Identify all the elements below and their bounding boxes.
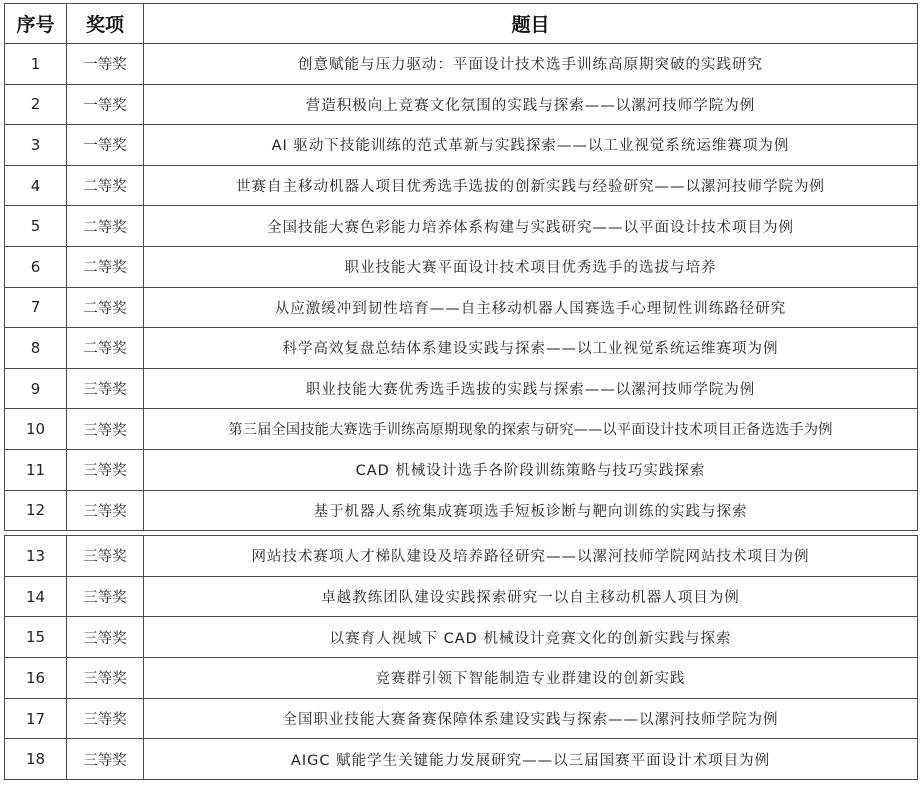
table-row [5,739,918,780]
row-title: 职业技能大赛优秀选手选拔的实践与探索——以漯河技师学院为例 [144,368,918,409]
row-index: 1 [5,44,67,85]
table-row [5,125,918,166]
row-index: 4 [5,165,67,206]
row-title: 职业技能大赛平面设计技术项目优秀选手的选拔与培养 [144,246,918,287]
header-row [5,4,918,44]
row-index: 13 [5,536,67,577]
row-title: CAD 机械设计选手各阶段训练策略与技巧实践探索 [144,449,918,490]
row-index: 15 [5,617,67,658]
row-index: 7 [5,287,67,328]
row-award: 二等奖 [67,165,144,206]
row-award: 三等奖 [67,449,144,490]
row-index: 14 [5,576,67,617]
row-title: 创意赋能与压力驱动：平面设计技术选手训练高原期突破的实践研究 [144,44,918,85]
row-index: 10 [5,409,67,450]
table-row [5,165,918,206]
table-row [5,536,918,577]
awards-table-page-1 [4,3,918,531]
row-index: 3 [5,125,67,166]
row-index: 8 [5,328,67,369]
row-index: 5 [5,206,67,247]
header-title: 题目 [144,4,918,44]
row-award: 一等奖 [67,44,144,85]
table-row [5,328,918,369]
row-index: 17 [5,698,67,739]
table-row [5,84,918,125]
table-row [5,287,918,328]
row-title: 从应激缓冲到韧性培育——自主移动机器人国赛选手心理韧性训练路径研究 [144,287,918,328]
row-title: 以赛育人视域下 CAD 机械设计竞赛文化的创新实践与探索 [144,617,918,658]
table-row [5,576,918,617]
row-award: 三等奖 [67,698,144,739]
row-title: 竞赛群引领下智能制造专业群建设的创新实践 [144,658,918,699]
table-row [5,409,918,450]
row-index: 6 [5,246,67,287]
row-award: 三等奖 [67,739,144,780]
row-award: 三等奖 [67,658,144,699]
row-title: 基于机器人系统集成赛项选手短板诊断与靶向训练的实践与探索 [144,490,918,531]
table-row [5,490,918,531]
row-award: 三等奖 [67,536,144,577]
header-index: 序号 [5,4,67,44]
table-row [5,698,918,739]
row-title: 网站技术赛项人才梯队建设及培养路径研究——以漯河技师学院网站技术项目为例 [144,536,918,577]
row-index: 11 [5,449,67,490]
table-row [5,449,918,490]
awards-table-page-2 [4,535,918,780]
row-index: 12 [5,490,67,531]
row-award: 一等奖 [67,125,144,166]
row-index: 9 [5,368,67,409]
row-index: 18 [5,739,67,780]
table-row [5,246,918,287]
row-title: 第三届全国技能大赛选手训练高原期现象的探索与研究——以平面设计技术项目正备选选手为例 [144,409,918,450]
row-title: 世赛自主移动机器人项目优秀选手选拔的创新实践与经验研究——以漯河技师学院为例 [144,165,918,206]
table-row [5,617,918,658]
row-award: 二等奖 [67,246,144,287]
row-award: 三等奖 [67,490,144,531]
row-title: 科学高效复盘总结体系建设实践与探索——以工业视觉系统运维赛项为例 [144,328,918,369]
row-title: 营造积极向上竞赛文化氛围的实践与探索——以漯河技师学院为例 [144,84,918,125]
row-award: 三等奖 [67,368,144,409]
row-title: AI 驱动下技能训练的范式革新与实践探索——以工业视觉系统运维赛项为例 [144,125,918,166]
row-award: 二等奖 [67,328,144,369]
table-row [5,44,918,85]
row-index: 16 [5,658,67,699]
row-award: 二等奖 [67,206,144,247]
row-title: 全国职业技能大赛备赛保障体系建设实践与探索——以漯河技师学院为例 [144,698,918,739]
row-award: 三等奖 [67,409,144,450]
row-index: 2 [5,84,67,125]
row-award: 二等奖 [67,287,144,328]
row-award: 三等奖 [67,617,144,658]
header-award: 奖项 [67,4,144,44]
table-row [5,206,918,247]
row-title: AIGC 赋能学生关键能力发展研究——以三届国赛平面设计术项目为例 [144,739,918,780]
table-row [5,368,918,409]
row-award: 三等奖 [67,576,144,617]
row-award: 一等奖 [67,84,144,125]
row-title: 全国技能大赛色彩能力培养体系构建与实践研究——以平面设计技术项目为例 [144,206,918,247]
table-row [5,658,918,699]
row-title: 卓越教练团队建设实践探索研究一以自主移动机器人项目为例 [144,576,918,617]
